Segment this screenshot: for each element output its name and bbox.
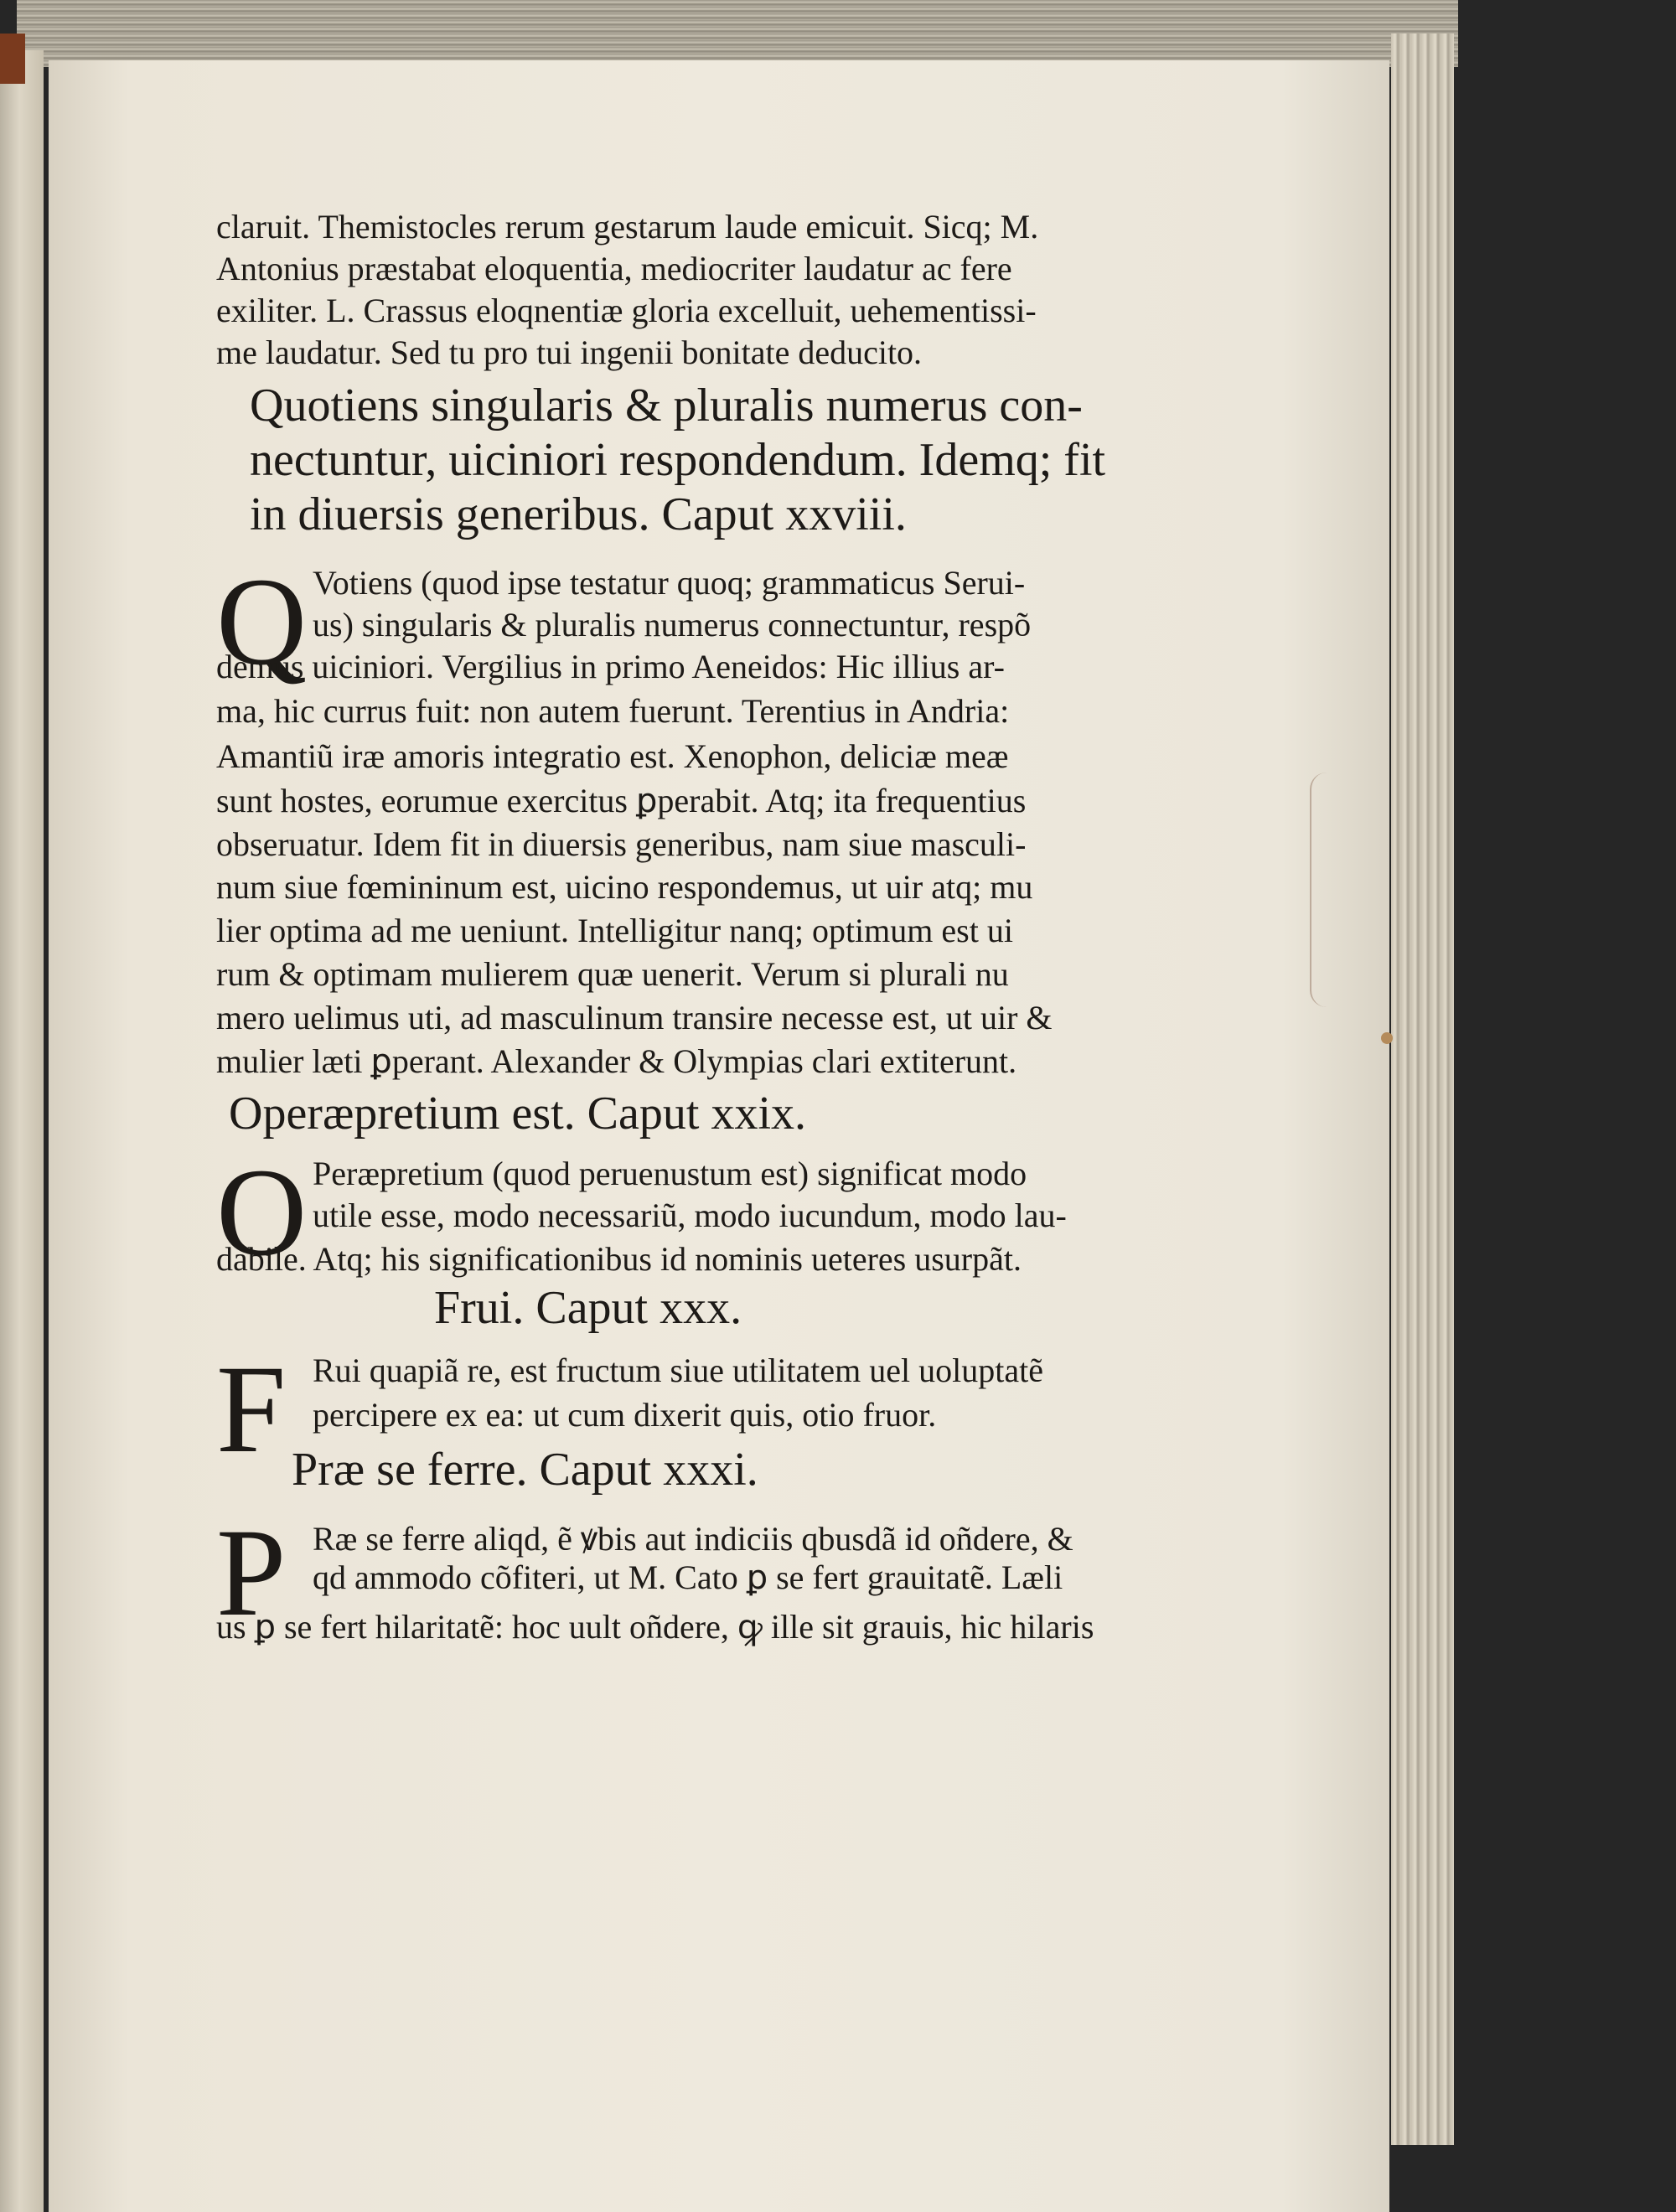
- binding-corner: [0, 34, 25, 84]
- book-page: [49, 60, 1389, 2212]
- chapter-heading: in diuersis generibus. Caput xxviii.: [250, 488, 907, 540]
- text-line: us) singularis & pluralis numerus connectuntur, respõ: [313, 606, 1032, 643]
- text-line: us ꝑ se fert hilaritatẽ: hoc uult oñdere, ꝙ ille sit grauis, hic hilaris: [216, 1608, 1094, 1646]
- text-line: obseruatur. Idem fit in diuersis generibus, nam siue masculi-: [216, 825, 1027, 863]
- initial-letter: O: [216, 1143, 308, 1282]
- text-line: ma, hic currus fuit: non autem fuerunt. Terentius in Andria:: [216, 692, 1010, 730]
- text-line: demus uiciniori. Vergilius in primo Aeneidos: Hic illius ar-: [216, 648, 1005, 685]
- paper-stain: [1381, 1032, 1393, 1044]
- left-page-edge: [0, 50, 44, 2212]
- text-line: exiliter. L. Crassus eloqnentiæ gloria excelluit, uehementissi-: [216, 292, 1037, 329]
- text-line: Antonius præstabat eloquentia, mediocriter laudatur ac fere: [216, 250, 1012, 287]
- margin-pencil-mark: [1310, 773, 1327, 1007]
- chapter-heading: nectuntur, uiciniori respondendum. Idemq; fit: [250, 434, 1106, 486]
- text-line: claruit. Themistocles rerum gestarum laude emicuit. Sicq; M.: [216, 208, 1039, 245]
- chapter-heading: Frui. Caput xxx.: [434, 1282, 742, 1334]
- text-line: mulier læti ꝑperant. Alexander & Olympias clari extiterunt.: [216, 1042, 1017, 1080]
- chapter-heading: Quotiens singularis & pluralis numerus con-: [250, 380, 1083, 432]
- chapter-heading: Præ se ferre. Caput xxxi.: [292, 1444, 758, 1496]
- text-line: Votiens (quod ipse testatur quoq; grammaticus Serui-: [313, 564, 1026, 602]
- chapter-heading: Operæpretium est. Caput xxix.: [229, 1088, 807, 1140]
- text-line: lier optima ad me ueniunt. Intelligitur nanq; optimum est ui: [216, 912, 1013, 949]
- initial-letter: F: [216, 1340, 287, 1479]
- text-line: Rui quapiã re, est fructum siue utilitatem uel uoluptatẽ: [313, 1351, 1043, 1389]
- book-right-edges: [1391, 34, 1454, 2145]
- text-line: utile esse, modo necessariũ, modo iucundum, modo lau-: [313, 1196, 1067, 1234]
- text-line: dabile. Atq; his significationibus id nominis ueteres usurpãt.: [216, 1240, 1022, 1278]
- text-line: Ræ se ferre aliqd, ẽ ꝟbis aut indiciis qbusdã id oñdere, &: [313, 1520, 1073, 1558]
- text-line: qd ammodo cõfiteri, ut M. Cato ꝑ se fert grauitatẽ. Læli: [313, 1558, 1063, 1596]
- text-line: num siue fœmininum est, uicino respondemus, ut uir atq; mu: [216, 868, 1033, 906]
- text-line: Amantiũ iræ amoris integratio est. Xenophon, deliciæ meæ: [216, 737, 1009, 775]
- text-line: percipere ex ea: ut cum dixerit quis, otio fruor.: [313, 1396, 937, 1434]
- text-line: Peræpretium (quod peruenustum est) significat modo: [313, 1155, 1027, 1192]
- text-line: mero uelimus uti, ad masculinum transire necesse est, ut uir &: [216, 999, 1053, 1036]
- initial-letter: P: [216, 1503, 287, 1642]
- book-top-edges: [17, 0, 1458, 67]
- text-line: rum & optimam mulierem quæ uenerit. Verum si plurali nu: [216, 955, 1009, 993]
- text-line: sunt hostes, eorumue exercitus ꝑperabit. Atq; ita frequentius: [216, 782, 1027, 819]
- initial-letter: Q: [216, 552, 308, 691]
- text-line: me laudatur. Sed tu pro tui ingenii bonitate deducito.: [216, 333, 923, 371]
